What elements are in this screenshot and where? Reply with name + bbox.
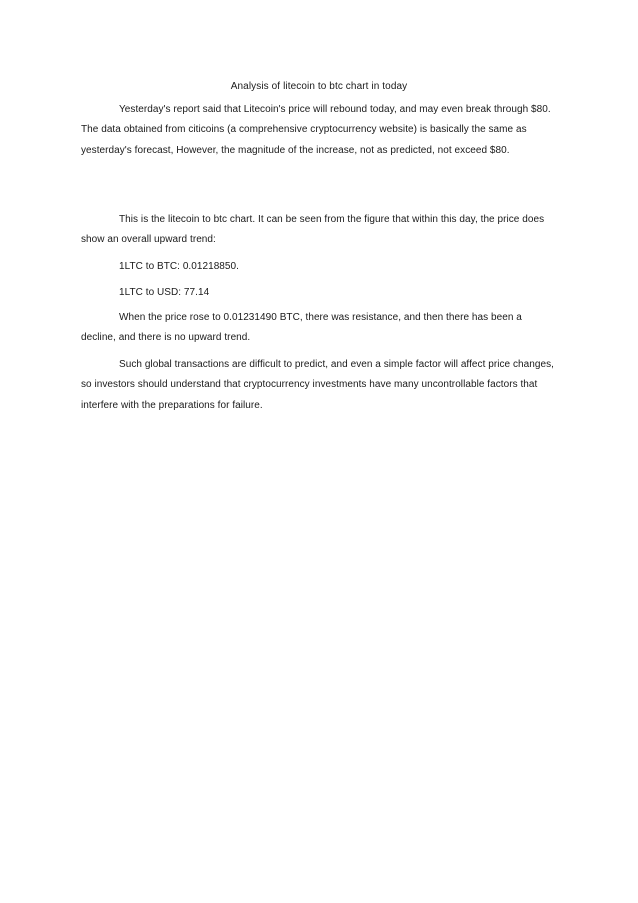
paragraph-ltc-btc-rate: 1LTC to BTC: 0.01218850.	[119, 261, 239, 272]
document-title: Analysis of litecoin to btc chart in today	[230, 81, 408, 92]
paragraph-ltc-usd-rate: 1LTC to USD: 77.14	[119, 287, 210, 298]
paragraph-conclusion: Such global transactions are difficult to predict, and even a simple factor will affect price changes, so investors should understand that cryptocurrency investments have many uncontrollable factors that interfere with the preparations for failure.	[81, 359, 554, 411]
paragraph-chart-intro: This is the litecoin to btc chart. It can be seen from the figure that within this day, the price does show an overall upward trend:	[81, 214, 545, 246]
paragraph-forecast: Yesterday's report said that Litecoin's price will rebound today, and may even break through $80. The data obtained from citicoins (a comprehensive cryptocurrency website) is basically the same as yesterday's forecast, However, the magnitude of the increase, not as predicted, not exceed $80.	[81, 104, 551, 156]
paragraph-resistance: When the price rose to 0.01231490 BTC, there was resistance, and then there has been a decline, and there is no upward trend.	[81, 312, 522, 344]
